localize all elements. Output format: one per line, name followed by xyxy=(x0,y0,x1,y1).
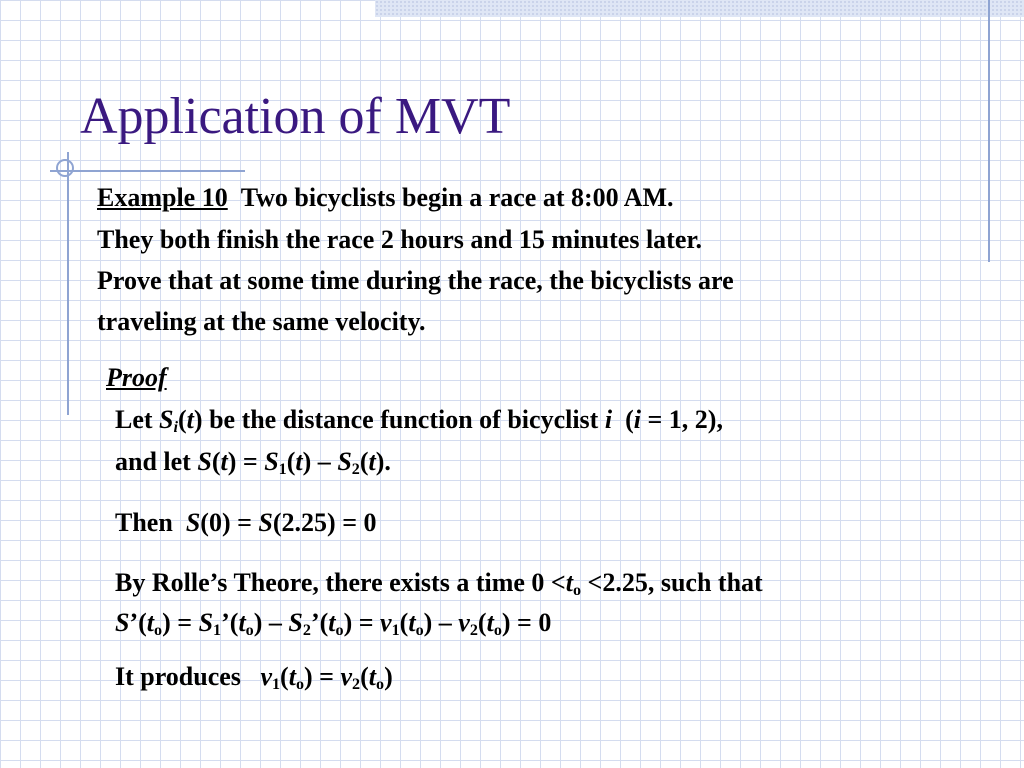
example-statement-2: They both finish the race 2 hours and 15 minutes later. xyxy=(97,225,703,254)
right-decorative-line xyxy=(988,0,990,262)
example-statement-3: Prove that at some time during the race, the bicyclists are xyxy=(97,266,734,295)
slide-title: Application of MVT xyxy=(80,88,511,145)
circle-ornament-icon xyxy=(56,159,74,177)
proof-line-4: By Rolle’s Theore, there exists a time $0 <t_o <2.25$, such that xyxy=(115,568,763,600)
proof-line-6: It produces $v_1(t_o) = v_2(t_o)$ xyxy=(115,662,393,694)
example-line-1 xyxy=(97,185,674,211)
example-statement-1: Two bicyclists begin a race at 8:00 AM. xyxy=(240,183,674,212)
proof-line-1: Let $S_i(t)$ be the distance function of bicyclist i (i = 1, 2), xyxy=(115,405,723,437)
example-label: Example 10 xyxy=(97,183,228,212)
proof-line-2: and let $S(t) = S_1(t) - S_2(t)$. xyxy=(115,447,391,479)
left-decorative-line xyxy=(67,152,69,415)
title-underline-decoration xyxy=(50,170,245,172)
top-decorative-band xyxy=(375,0,1024,17)
proof-line-3: Then S(0) = S(2.25) = 0 xyxy=(115,508,377,537)
proof-heading: Proof xyxy=(106,363,167,392)
example-statement-4: traveling at the same velocity. xyxy=(97,307,426,336)
proof-line-5: $S’(t_o)$ = $S_1’(t_o)$ – $S_2’(t_o) = v_1(t_o) - v_2(t_o) = 0$ xyxy=(115,608,552,640)
